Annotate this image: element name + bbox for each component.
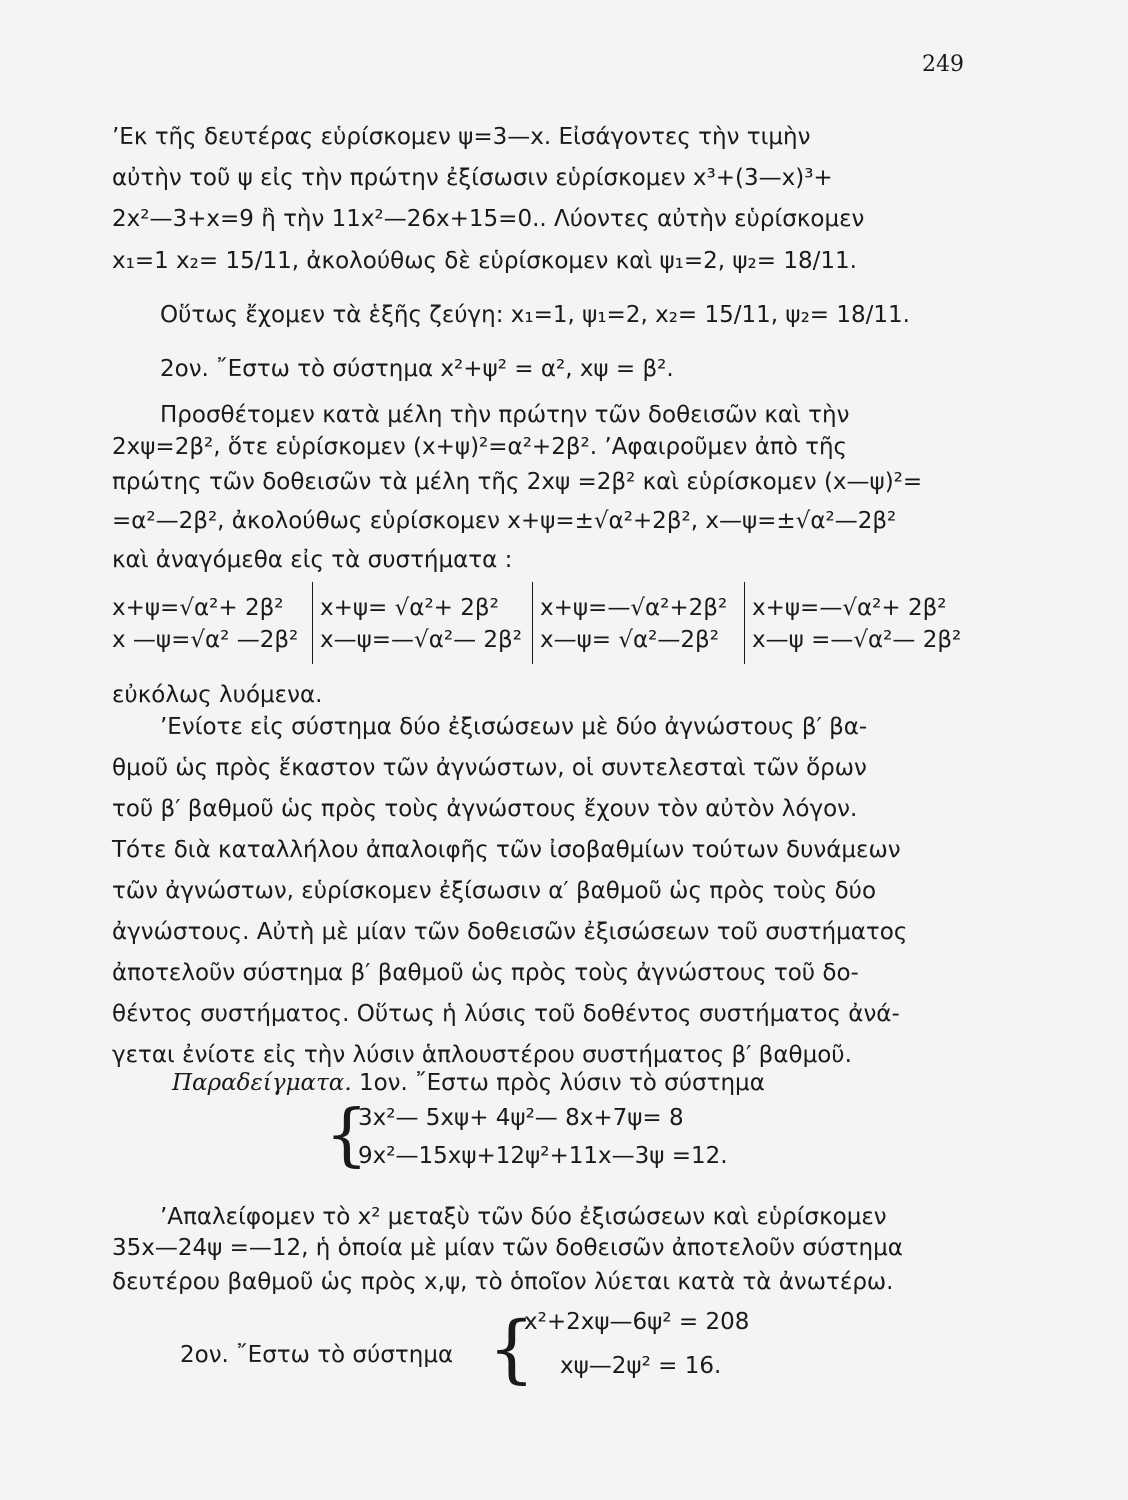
text-line: 2x²—3+x=9 ἢ τὴν 11x²—26x+15=0.. Λύοντες αὐτὴν εὑρίσκομεν (112, 206, 865, 232)
column-divider (532, 582, 533, 664)
system-top: x+ψ=√α²+ 2β² (112, 595, 284, 621)
text-line: Οὕτως ἔχομεν τὰ ἑξῆς ζεύγη: x₁=1, ψ₁=2, x₂= 15/11, ψ₂= 18/11. (160, 302, 910, 328)
text-line: ’Απαλείφομεν τὸ x² μεταξὺ τῶν δύο ἐξισώσεων καὶ εὑρίσκομεν (160, 1204, 887, 1230)
examples-heading: Παραδείγματα. (172, 1070, 352, 1096)
left-brace: { (488, 1306, 536, 1392)
text-line: θμοῦ ὡς πρὸς ἕκαστον τῶν ἀγνώστων, οἱ συντελεσταὶ τῶν ὅρων (112, 755, 867, 781)
example2-equation: xψ—2ψ² = 16. (560, 1353, 722, 1379)
text-line: καὶ ἀναγόμεθα εἰς τὰ συστήματα : (112, 547, 513, 573)
text-line: 2ον. ῎Εστω τὸ σύστημα x²+ψ² = α², xψ = β². (160, 356, 674, 382)
text-line: θέντος συστήματος. Οὕτως ἡ λύσις τοῦ δοθέντος συστήματος ἀνά- (112, 1001, 900, 1027)
text-line: Προσθέτομεν κατὰ μέλη τὴν πρώτην τῶν δοθεισῶν καὶ τὴν (160, 402, 850, 428)
text-line: =α²—2β², ἀκολούθως εὑρίσκομεν x+ψ=±√α²+2β², x—ψ=±√α²—2β² (112, 508, 897, 534)
text-line: εὐκόλως λυόμενα. (112, 682, 323, 708)
text-line: Τότε διὰ καταλλήλου ἀπαλοιφῆς τῶν ἰσοβαθμίων τούτων δυνάμεων (112, 837, 901, 863)
example1-intro: 1ον. ῎Εστω πρὸς λύσιν τὸ σύστημα (358, 1070, 765, 1096)
system-bottom: x —ψ=√α² —2β² (112, 627, 299, 653)
system-top: x+ψ=—√α²+2β² (540, 595, 728, 621)
example1-equation: 9x²—15xψ+12ψ²+11x—3ψ =12. (358, 1143, 728, 1169)
text-line: 2xψ=2β², ὅτε εὑρίσκομεν (x+ψ)²=α²+2β². ’Αφαιροῦμεν ἀπὸ τῆς (112, 434, 848, 460)
text-line: γεται ἐνίοτε εἰς τὴν λύσιν ἁπλουστέρου συστήματος β′ βαθμοῦ. (112, 1042, 852, 1068)
column-divider (744, 582, 745, 664)
system-top: x+ψ= √α²+ 2β² (320, 595, 499, 621)
example2-equation: x²+2xψ—6ψ² = 208 (524, 1309, 750, 1335)
text-line: ἀγνώστους. Αὐτὴ μὲ μίαν τῶν δοθεισῶν ἐξισώσεων τοῦ συστήματος (112, 919, 908, 945)
text-line: ’Εκ τῆς δευτέρας εὑρίσκομεν ψ=3—x. Εἰσάγοντες τὴν τιμὴν (112, 124, 811, 150)
column-divider (312, 582, 313, 664)
example1-equation: 3x²— 5xψ+ 4ψ²— 8x+7ψ= 8 (358, 1105, 684, 1131)
text-line: x₁=1 x₂= 15/11, ἀκολούθως δὲ εὑρίσκομεν καὶ ψ₁=2, ψ₂= 18/11. (112, 248, 857, 274)
text-line: πρώτης τῶν δοθεισῶν τὰ μέλη τῆς 2xψ =2β² καὶ εὑρίσκομεν (x—ψ)²= (112, 469, 923, 495)
system-bottom: x—ψ= √α²—2β² (540, 627, 719, 653)
text-line: τῶν ἀγνώστων, εὑρίσκομεν ἐξίσωσιν α′ βαθμοῦ ὡς πρὸς τοὺς δύο (112, 878, 877, 904)
text-line: αὐτὴν τοῦ ψ εἰς τὴν πρώτην ἐξίσωσιν εὑρίσκομεν x³+(3—x)³+ (112, 165, 833, 191)
left-brace: { (325, 1096, 369, 1175)
system-top: x+ψ=—√α²+ 2β² (752, 595, 947, 621)
page-number: 249 (922, 52, 964, 77)
example2-intro: 2ον. ῎Εστω τὸ σύστημα (180, 1342, 454, 1368)
text-line: ’Ενίοτε εἰς σύστημα δύο ἐξισώσεων μὲ δύο ἀγνώστους β′ βα- (160, 714, 868, 740)
examples-line (172, 1068, 765, 1098)
text-line: 35x—24ψ =—12, ἡ ὁποία μὲ μίαν τῶν δοθεισῶν ἀποτελοῦν σύστημα (112, 1235, 903, 1261)
system-bottom: x—ψ=—√α²— 2β² (320, 627, 522, 653)
system-bottom: x—ψ =—√α²— 2β² (752, 627, 962, 653)
text-line: τοῦ β′ βαθμοῦ ὡς πρὸς τοὺς ἀγνώστους ἔχουν τὸν αὐτὸν λόγον. (112, 796, 858, 822)
text-line: ἀποτελοῦν σύστημα β′ βαθμοῦ ὡς πρὸς τοὺς ἀγνώστους τοῦ δο- (112, 960, 859, 986)
text-line: δευτέρου βαθμοῦ ὡς πρὸς x,ψ, τὸ ὁποῖον λύεται κατὰ τὰ ἀνωτέρω. (112, 1269, 894, 1295)
